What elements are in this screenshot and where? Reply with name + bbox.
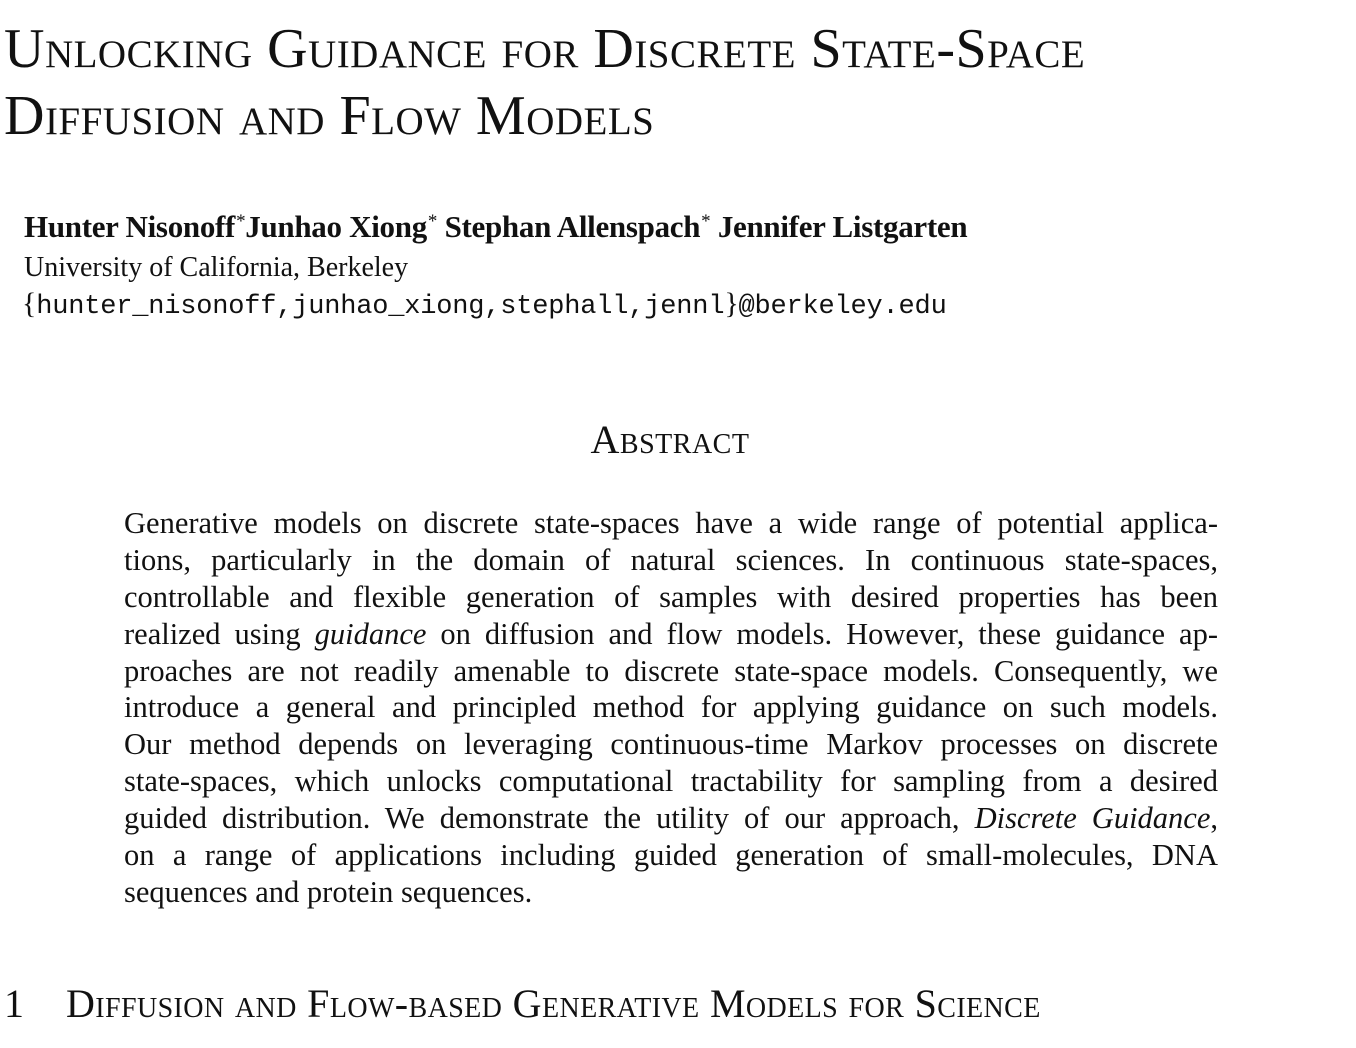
equal-contribution-mark: * [236, 211, 246, 232]
author-name: Stephan Allenspach [444, 209, 701, 244]
abstract-line [124, 763, 1218, 800]
abstract-line [124, 616, 1218, 653]
abstract-text: Our method depends on leveraging continuous-time Markov processes on discrete [124, 727, 1218, 762]
affiliation: University of California, Berkeley [24, 252, 409, 283]
email-list: hunter_nisonoff,junhao_xiong,stephall,jennl [36, 292, 725, 322]
abstract-body [124, 505, 1218, 911]
abstract-text: on diffusion and flow models. However, these guidance ap- [426, 616, 1218, 651]
abstract-line [124, 542, 1218, 579]
abstract-line [124, 653, 1218, 690]
email-open-brace: { [22, 287, 37, 320]
author-name: Hunter Nisonoff [24, 209, 236, 244]
abstract-line [124, 579, 1218, 616]
equal-contribution-mark: * [701, 211, 711, 232]
abstract-text: sequences and protein sequences. [124, 874, 533, 909]
abstract-line [124, 689, 1218, 726]
section-title: Diffusion and Flow-based Generative Models for Science [66, 981, 1041, 1026]
abstract-emphasis: guidance [314, 616, 427, 651]
abstract-line [124, 726, 1218, 763]
abstract-text: Generative models on discrete state-spaces have a wide range of potential applica- [124, 506, 1218, 540]
title-line-2: Diffusion and Flow Models [4, 85, 655, 147]
abstract-line [124, 505, 1218, 542]
section-heading [4, 980, 1041, 1028]
abstract-line [124, 800, 1218, 837]
equal-contribution-mark: * [427, 211, 438, 232]
email-addresses [22, 286, 947, 325]
abstract-text: proaches are not readily amenable to discrete state-space models. Consequently, we [124, 653, 1218, 688]
abstract-text: state-spaces, which unlocks computational tractability for sampling from a desired [124, 764, 1218, 799]
abstract-text: guided distribution. We demonstrate the utility of our approach, [124, 801, 975, 836]
abstract-text: on a range of applications including guided generation of small-molecules, DNA [124, 838, 1218, 873]
abstract-text: , [1210, 801, 1218, 836]
author-list [24, 207, 967, 247]
abstract-text: tions, particularly in the domain of natural sciences. In continuous state-spaces, [124, 542, 1218, 577]
author-name: Jennifer Listgarten [717, 209, 968, 244]
paper-title [4, 16, 1356, 150]
author-name: Junhao Xiong [245, 209, 427, 244]
title-line-1: Unlocking Guidance for Discrete State-Space [4, 18, 1086, 80]
abstract-text: controllable and flexible generation of samples with desired properties has been [124, 579, 1218, 614]
abstract-line [124, 874, 1218, 911]
abstract-text: introduce a general and principled method for applying guidance on such models. [124, 690, 1218, 725]
abstract-text: realized using [124, 616, 315, 651]
email-close-brace: } [724, 287, 739, 320]
abstract-heading: Abstract [590, 417, 750, 462]
section-number: 1 [4, 981, 24, 1026]
email-domain: @berkeley.edu [738, 292, 947, 322]
abstract-emphasis: Discrete Guidance [974, 801, 1211, 836]
abstract-line [124, 837, 1218, 874]
